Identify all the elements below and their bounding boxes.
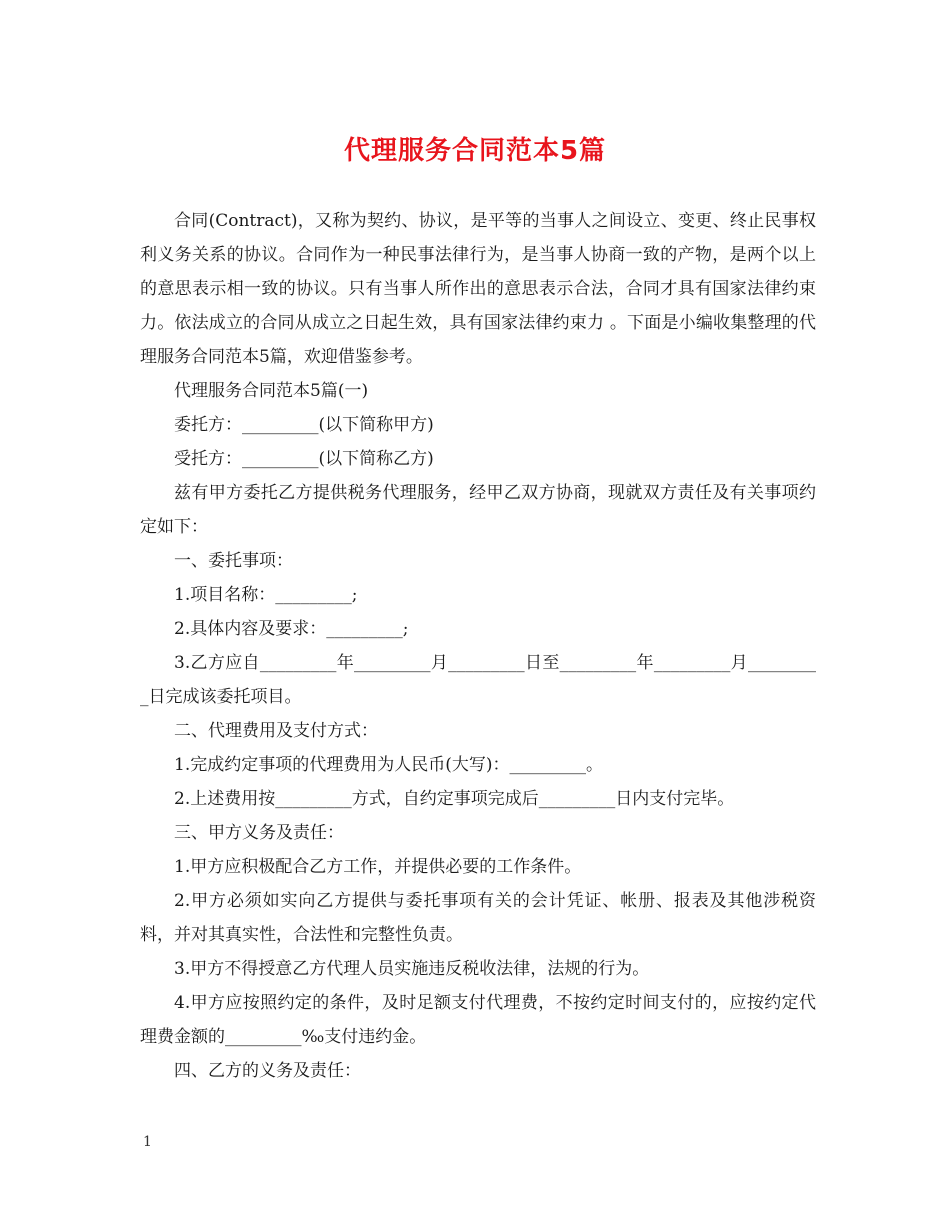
list-item: 3.乙方应自_________年_________月_________日至_________年_________月_________日完成该委托项目。 [140,653,816,707]
paragraph-principal: 委托方：_________(以下简称甲方) [174,415,434,435]
page-number: 1 [143,1134,152,1150]
list-item: 1.完成约定事项的代理费用为人民币(大写)：_________。 [174,755,603,775]
document-body [140,204,816,1088]
section-heading-1: 一、委托事项： [174,551,293,571]
document-title: 代理服务合同范本5篇 [343,136,607,166]
list-item: 4.甲方应按照约定的条件，及时足额支付代理费，不按约定时间支付的，应按约定代理费金额的_________‰支付违约金。 [140,993,816,1047]
section-heading-2: 二、代理费用及支付方式： [174,721,378,741]
section-heading-4: 四、乙方的义务及责任： [174,1061,361,1081]
paragraph-intro: 合同(Contract)，又称为契约、协议，是平等的当事人之间设立、变更、终止民事权利义务关系的协议。合同作为一种民事法律行为，是当事人协商一致的产物，是两个以上的意思表示相一致的协议。只有当事人所作出的意思表示合法，合同才具有国家法律约束力。依法成立的合同从成立之日起生效，具有国家法律约束力 。下面是小编收集整理的代理服务合同范本5篇，欢迎借鉴参考。 [140,211,816,367]
list-item: 1.项目名称：_________; [174,585,358,605]
list-item: 3.甲方不得授意乙方代理人员实施违反税收法律，法规的行为。 [174,959,650,979]
paragraph-preamble: 兹有甲方委托乙方提供税务代理服务，经甲乙双方协商，现就双方责任及有关事项约定如下： [140,483,816,537]
list-item: 1.甲方应积极配合乙方工作，并提供必要的工作条件。 [174,857,582,877]
paragraph-contract-heading: 代理服务合同范本5篇(一) [174,381,369,401]
list-item: 2.甲方必须如实向乙方提供与委托事项有关的会计凭证、帐册、报表及其他涉税资料，并对其真实性，合法性和完整性负责。 [140,891,816,945]
section-heading-3: 三、甲方义务及责任： [174,823,344,843]
list-item: 2.具体内容及要求：_________; [174,619,409,639]
paragraph-agent: 受托方：_________(以下简称乙方) [174,449,434,469]
list-item: 2.上述费用按_________方式，自约定事项完成后_________日内支付完毕。 [174,789,735,809]
